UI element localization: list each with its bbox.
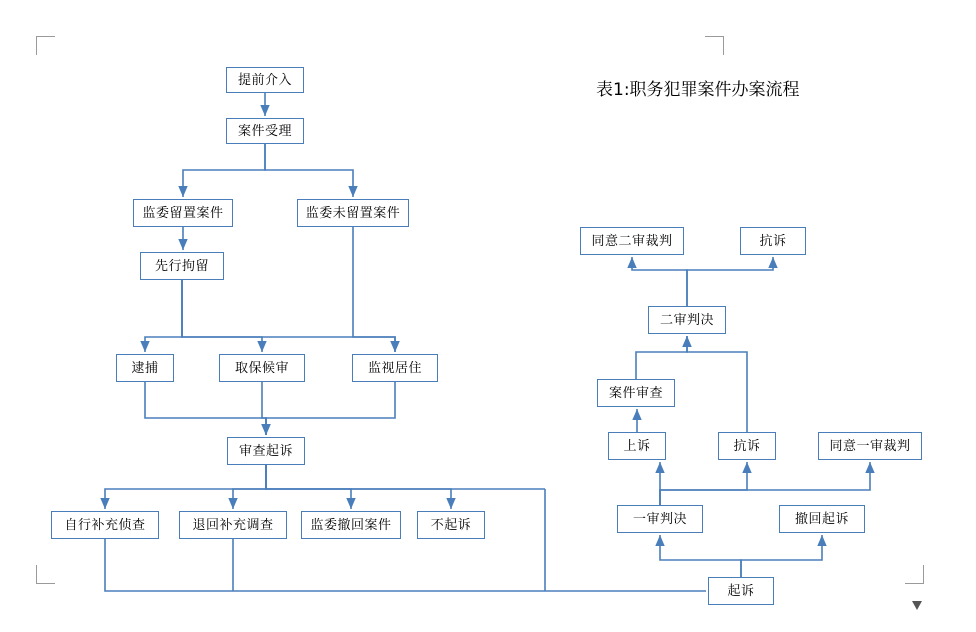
node-zixing-buchong-zhencha[interactable]: 自行补充侦查: [51, 511, 159, 539]
crop-mark-bottom-left-icon: [36, 565, 55, 584]
node-anjian-shouli[interactable]: 案件受理: [226, 118, 304, 144]
node-xianxing-juliu[interactable]: 先行拘留: [140, 252, 224, 280]
node-tiqian-jieru[interactable]: 提前介入: [226, 67, 304, 93]
node-jianwei-liuzhi-anjian[interactable]: 监委留置案件: [133, 199, 233, 227]
node-anjian-shencha[interactable]: 案件审查: [597, 379, 675, 407]
node-ershen-panjue[interactable]: 二审判决: [648, 306, 726, 334]
node-jianwei-weiliuzhi-anjian[interactable]: 监委未留置案件: [297, 199, 409, 227]
mouse-cursor-icon: [912, 601, 922, 610]
node-kangsu-ershen[interactable]: 抗诉: [740, 227, 806, 255]
node-jianshi-juzhu[interactable]: 监视居住: [352, 354, 438, 382]
crop-mark-top-left-icon: [36, 36, 55, 55]
node-qisu[interactable]: 起诉: [708, 577, 774, 605]
node-kangsu-yishen[interactable]: 抗诉: [718, 432, 776, 460]
node-yishen-panjue[interactable]: 一审判决: [617, 505, 703, 533]
crop-mark-bottom-right-icon: [905, 565, 924, 584]
node-qubao-houshen[interactable]: 取保候审: [219, 354, 305, 382]
node-tuihui-buchong-diaocha[interactable]: 退回补充调查: [179, 511, 287, 539]
node-tongyi-ershen-caipan[interactable]: 同意二审裁判: [580, 227, 684, 255]
node-shencha-qisu[interactable]: 审查起诉: [227, 437, 305, 465]
crop-mark-top-right-icon: [705, 36, 724, 55]
node-jianwei-chehui-anjian[interactable]: 监委撤回案件: [301, 511, 401, 539]
node-bu-qisu[interactable]: 不起诉: [417, 511, 485, 539]
node-chehui-qisu[interactable]: 撤回起诉: [779, 505, 865, 533]
diagram-title: 表1:职务犯罪案件办案流程: [596, 80, 800, 100]
node-shangsu[interactable]: 上诉: [608, 432, 666, 460]
node-tongyi-yishen-caipan[interactable]: 同意一审裁判: [818, 432, 922, 460]
node-daibu[interactable]: 逮捕: [116, 354, 174, 382]
